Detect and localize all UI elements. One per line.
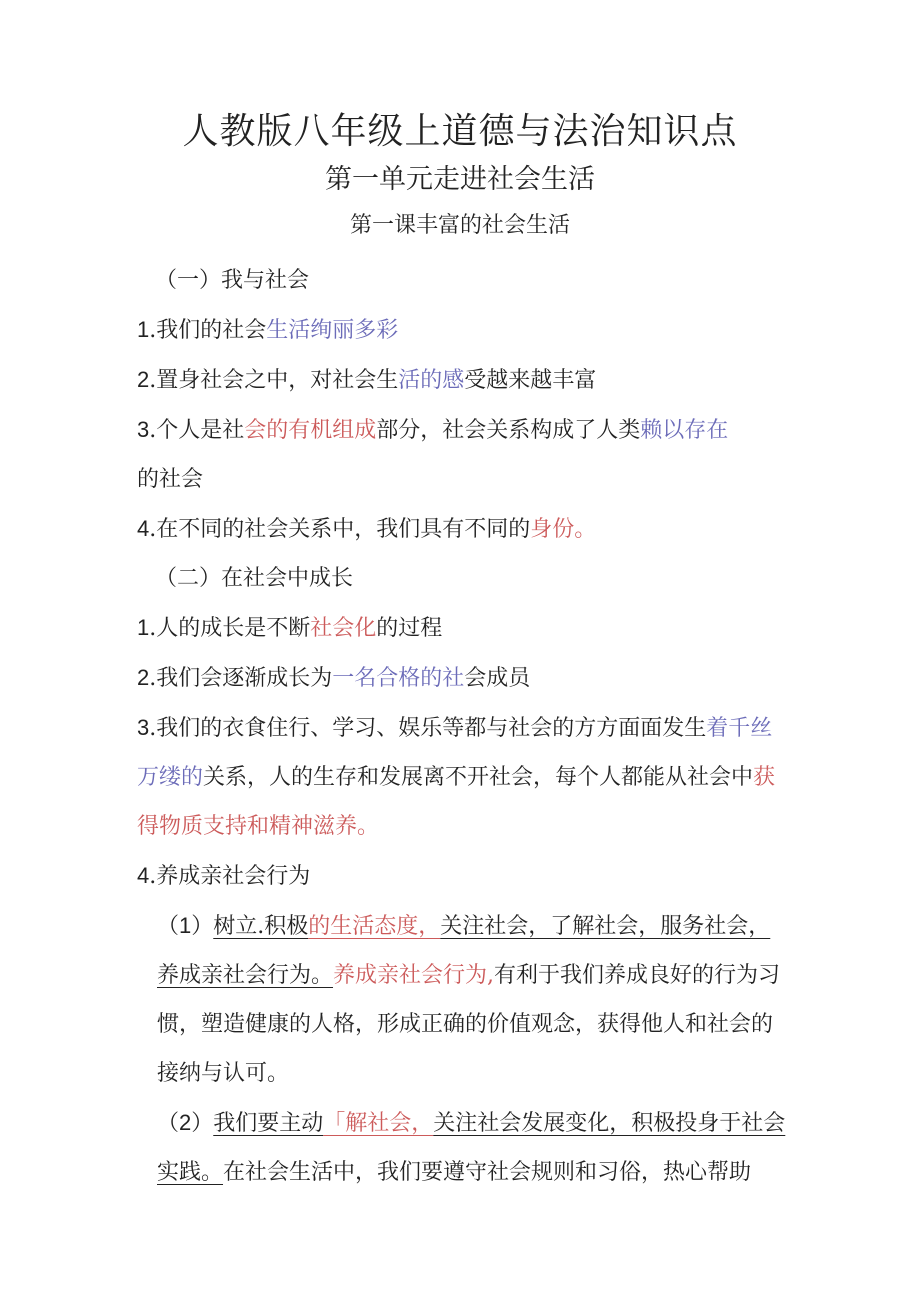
sub-item-2: （2）我们要主动「解社会，关注社会发展变化，积极投身于社会实践。在社会生活中，我们要遵守社会规则和习俗，热心帮助 [157, 1110, 786, 1185]
underlined-text: 我们要主动 [213, 1111, 324, 1136]
list-item: 4.在不同的社会关系中，我们具有不同的身份。 [137, 516, 597, 542]
document-body [137, 256, 792, 1197]
list-item: 4.养成亲社会行为 [137, 863, 311, 889]
sub-item-1: （1）树立.积极的生活态度，关注社会，了解社会，服务社会，养成亲社会行为。养成亲社会行为,有利于我们养成良好的行为习惯，塑造健康的人格，形成正确的价值观念，获得他人和社会的接纳与认可。 [157, 913, 781, 1086]
highlight-text: 生活绚丽多彩 [266, 318, 399, 343]
underlined-text: 关注社会发展变化，积极投身于社会实践。 [157, 1111, 786, 1185]
highlight-text: 身份。 [530, 517, 597, 542]
list-item: 2.我们会逐渐成长为一名合格的社会成员 [137, 665, 531, 691]
highlight-text: 赖以存在 [640, 418, 729, 443]
highlight-text: 「解社会， [323, 1111, 434, 1136]
highlight-text: 的生活态度， [308, 914, 441, 939]
list-item: 1.我们的社会生活绚丽多彩 [137, 317, 399, 343]
underlined-text: 树立.积极 [213, 914, 309, 939]
highlight-text: 获得物质支持和精神滋养。 [137, 765, 776, 839]
highlight-text: 一名合格的社 [332, 666, 465, 691]
highlight-text: 会的有机组成 [244, 418, 377, 443]
highlight-text: 着千丝万缕的 [137, 716, 773, 790]
highlight-text: 养成亲社会行为, [333, 963, 495, 988]
list-item: 3.个人是社会的有机组成部分，社会关系构成了人类赖以存在 的社会 [137, 417, 729, 492]
lesson-title: 第一课丰富的社会生活 [349, 213, 570, 238]
list-item: 3.我们的衣食住行、学习、娱乐等都与社会的方方面面发生着千丝万缕的关系，人的生存和发展离不开社会，每个人都能从社会中获得物质支持和精神滋养。 [137, 715, 776, 839]
highlight-text: 社会化 [310, 616, 377, 641]
underlined-text: 关注社会，了解社会，服务社会，养成亲社会行为。 [157, 914, 771, 988]
section-heading-2: （二）在社会中成长 [155, 566, 354, 591]
unit-title: 第一单元走进社会生活 [325, 164, 595, 195]
document-title: 人教版八年级上道德与法治知识点 [182, 111, 738, 152]
section-heading-1: （一）我与社会 [155, 268, 310, 293]
list-item: 1.人的成长是不断社会化的过程 [137, 615, 443, 641]
highlight-text: 活的感 [398, 368, 465, 393]
list-item: 2.置身社会之中，对社会生活的感受越来越丰富 [137, 367, 597, 393]
